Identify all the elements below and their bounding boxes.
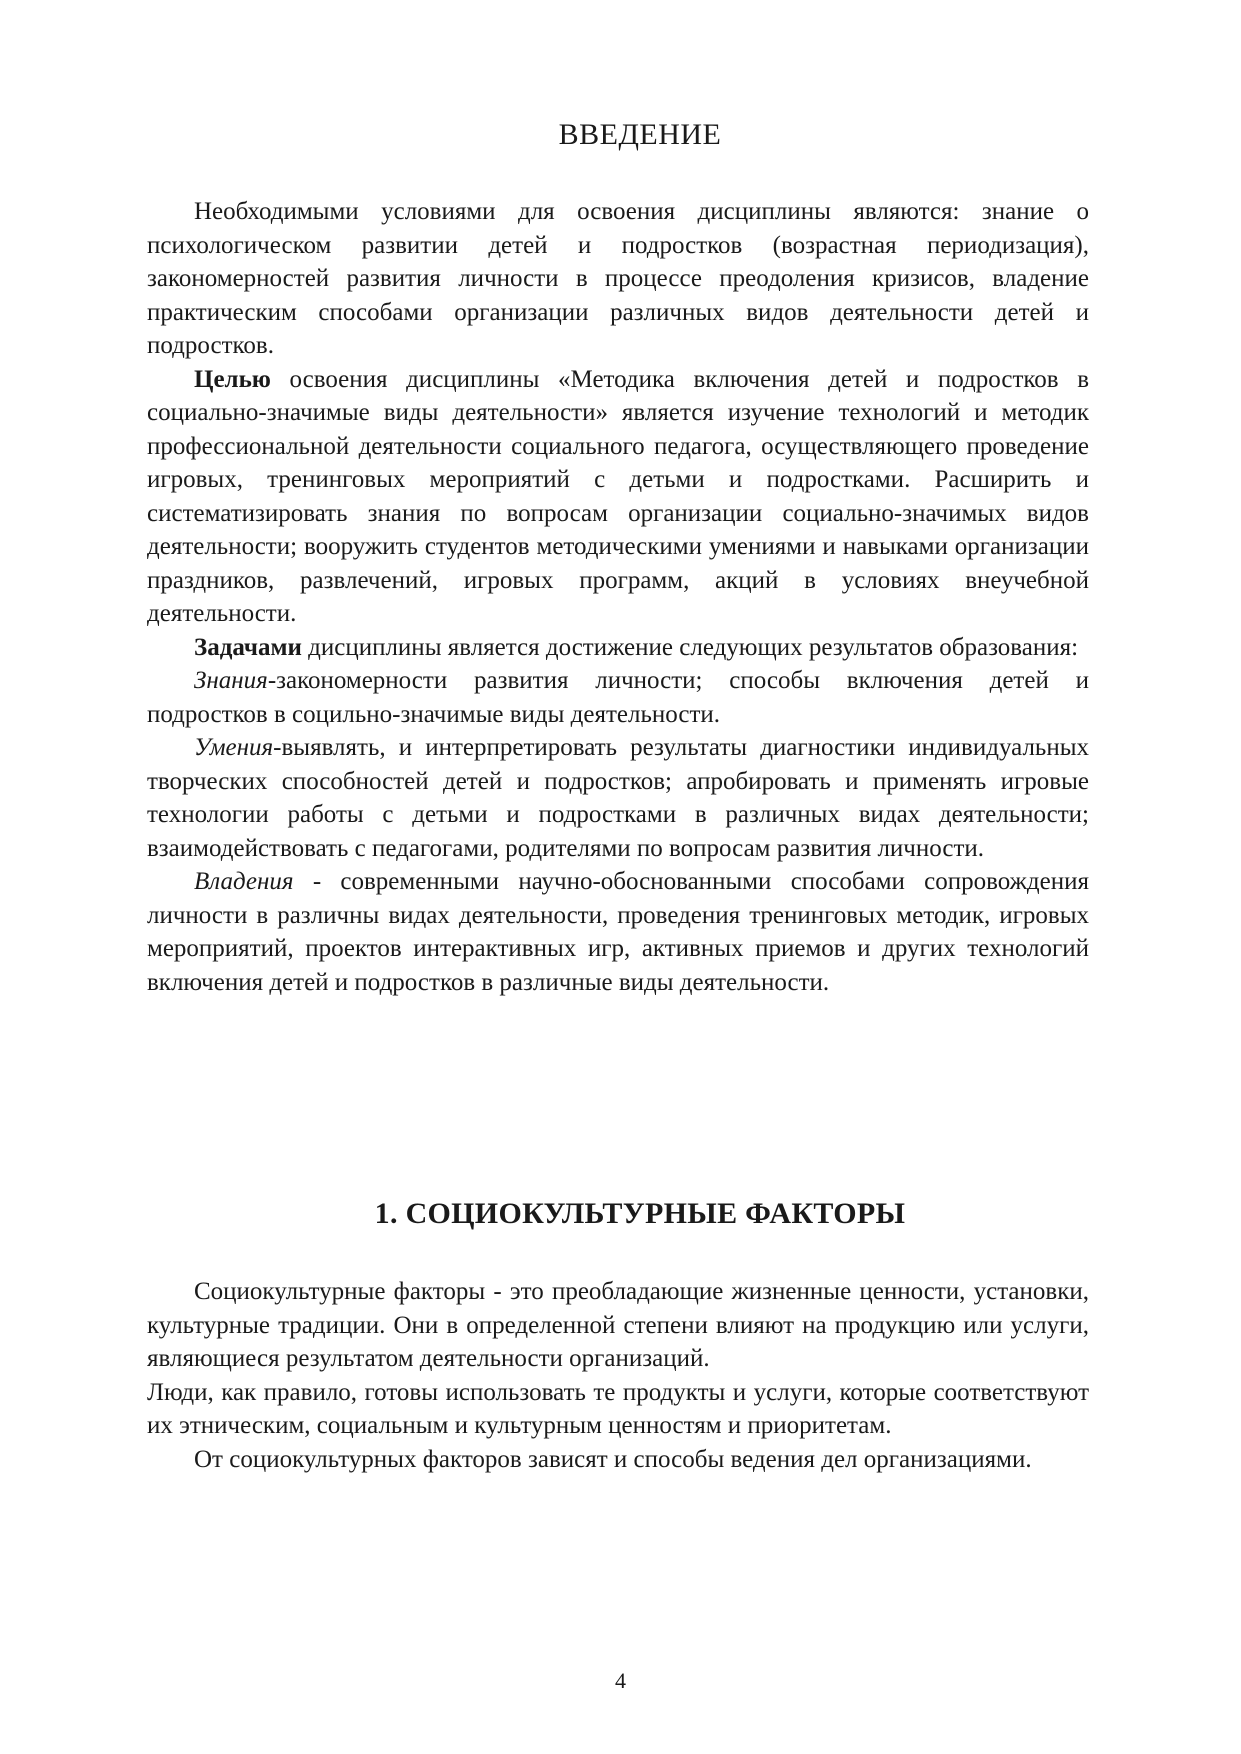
goal-lead-term: Целью [194,365,271,393]
skills-text: -выявлять, и интерпретировать результаты диагностики индивидуальных творческих способностей детей и подростков; апробировать и применять игровые технологии работы с детьми и подростками в различных видах деятельности; взаимодействовать с педагогами, родителями по вопросам развития личности. [147,734,1089,862]
page-number: 4 [615,1668,626,1693]
knowledge-text: -закономерности развития личности; способы включения детей и подростков в социльно-значимые виды деятельности. [147,667,1089,728]
tasks-text: дисциплины является достижение следующих результатов образования: [301,633,1079,661]
intro-paragraph-conditions: Необходимыми условиями для освоения дисциплины являются: знание о психологическом развитии детей и подростков (возрастная периодизация), закономерностей развития личности в процессе преодоления кризисов, владение практическим способами организации различных видов деятельности детей и подростков. [147,198,1089,359]
intro-paragraph-abilities [147,865,1089,999]
section-paragraph-people: Люди, как правило, готовы использовать те продукты и услуги, которые соответствуют их этническим, социальным и культурным ценностям и приоритетам. [147,1378,1089,1439]
intro-paragraph-skills [147,731,1089,865]
abilities-lead-term: Владения [194,868,294,895]
intro-heading: ВВЕДЕНИЕ [558,118,722,151]
intro-text-block [147,195,1089,999]
abilities-text: - современными научно-обоснованными способами сопровождения личности в различны видах деятельности, проведения тренинговых методик, игровых мероприятий, проектов интерактивных игр, активных приемов и других технологий включения детей и подростков в различные виды деятельности. [147,868,1089,996]
tasks-lead-term: Задачами [194,633,302,661]
section-heading: 1. СОЦИОКУЛЬТУРНЫЕ ФАКТОРЫ [374,1197,906,1230]
section-text-block [147,1275,1089,1476]
knowledge-lead-term: Знания [194,667,268,694]
intro-paragraph-tasks [147,631,1089,665]
intro-paragraph-goal [147,363,1089,631]
section-paragraph-business: От социокультурных факторов зависят и способы ведения дел организациями. [194,1445,1032,1473]
section-paragraph-definition: Социокультурные факторы - это преобладающие жизненные ценности, установки, культурные традиции. Они в определенной степени влияют на продукцию или услуги, являющиеся результатом деятельности организаций. [147,1278,1089,1372]
skills-lead-term: Умения [194,734,274,761]
goal-text: освоения дисциплины «Методика включения детей и подростков в социально-значимые виды деятельности» является изучение технологий и методик профессиональной деятельности социального педагога, осуществляющего проведение игровых, тренинговых мероприятий с детьми и подростками. Расширить и систематизировать знания по вопросам организации социально-значимых видов деятельности; вооружить студентов методическими умениями и навыками организации праздников, развлечений, игровых программ, акций в условиях внеучебной деятельности. [147,365,1089,627]
intro-paragraph-knowledge [147,664,1089,731]
